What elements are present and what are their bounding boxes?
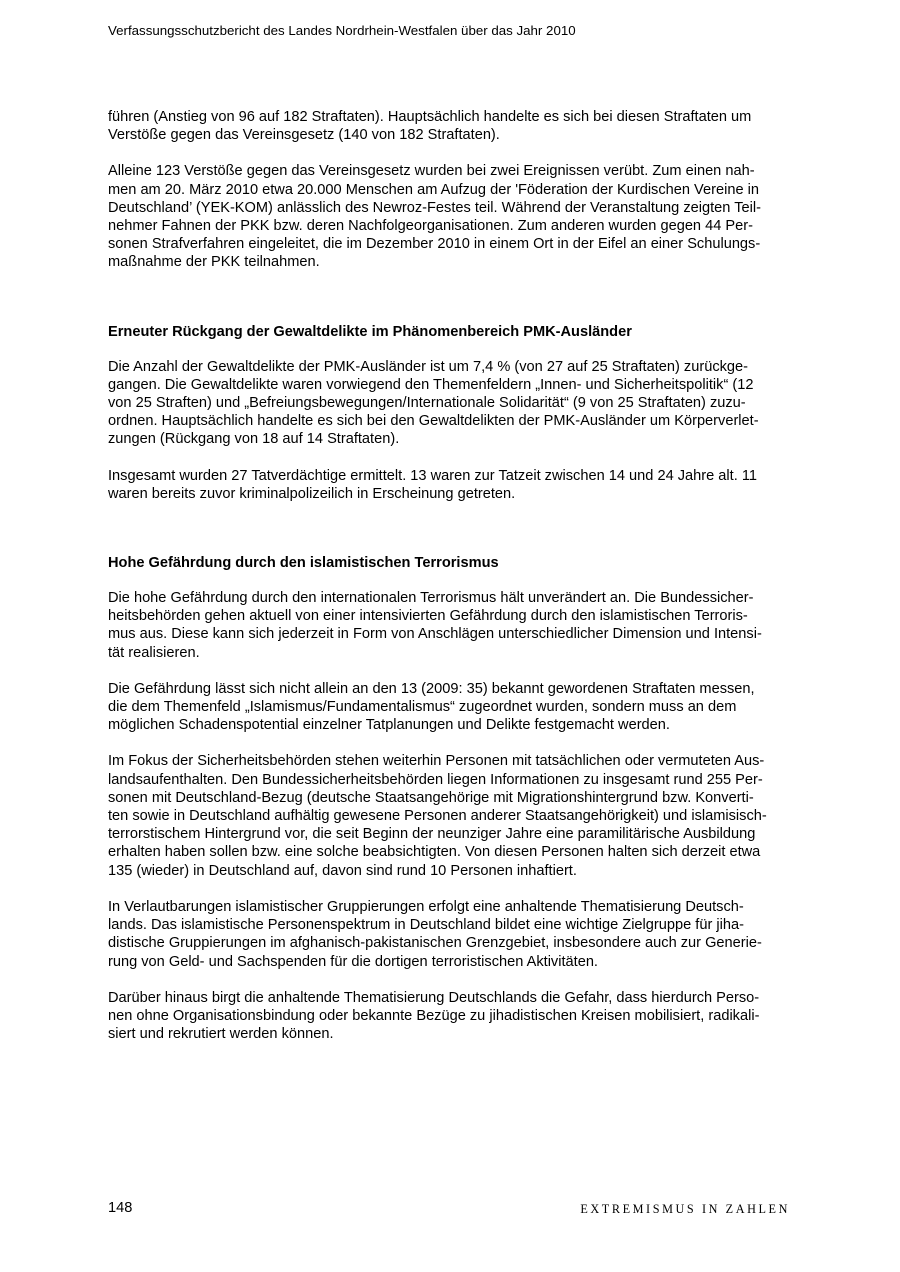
text-line: men am 20. März 2010 etwa 20.000 Menschen am Aufzug der 'Föderation der Kurdischen Vereine in [108,181,759,198]
text-line: maßnahme der PKK teilnahmen. [108,254,320,271]
text-line: ordnen. Hauptsächlich handelte es sich bei den Gewaltdelikten der PMK-Ausländer um Körperverlet- [108,413,759,430]
footer-section-label: EXTREMISMUS IN ZAHLEN [580,1202,790,1216]
text-line: Die hohe Gefährdung durch den internationalen Terrorismus hält unverändert an. Die Bundessicher- [108,590,754,607]
text-line: 135 (wieder) in Deutschland auf, davon sind rund 10 Personen inhaftiert. [108,862,577,879]
text-line: Insgesamt wurden 27 Tatverdächtige ermittelt. 13 waren zur Tatzeit zwischen 14 und 24 Jahre alt. 11 [108,467,757,484]
text-line: distische Gruppierungen im afghanisch-pakistanischen Grenzgebiet, insbesondere auch zur Generie- [108,935,762,952]
text-line: Im Fokus der Sicherheitsbehörden stehen weiterhin Personen mit tatsächlichen oder vermuteten Aus- [108,753,765,770]
text-line: führen (Anstieg von 96 auf 182 Straftaten). Hauptsächlich handelte es sich bei diesen Straftaten um [108,109,752,125]
page-number: 148 [108,1200,133,1216]
paragraph-suspects [108,467,792,503]
section-heading-violent-offences: Erneuter Rückgang der Gewaltdelikte im Phänomenbereich PMK-Ausländer [108,323,632,340]
paragraph-radicalisation-risk [108,989,792,1044]
running-header: Verfassungsschutzbericht des Landes Nordrhein-Westfalen über das Jahr 2010 [108,23,576,38]
text-line: Darüber hinaus birgt die anhaltende Thematisierung Deutschlands die Gefahr, dass hierdurch Perso- [108,989,760,1006]
text-line: nen ohne Organisationsbindung oder bekannte Bezüge zu jihadistischen Kreisen mobilisiert, radikali- [108,1007,760,1024]
text-line: waren bereits zuvor kriminalpolizeilich in Erscheinung getreten. [108,485,516,502]
text-line: zungen (Rückgang von 18 auf 14 Straftaten). [108,431,400,448]
text-line: sonen mit Deutschland-Bezug (deutsche Staatsangehörige mit Migrationshintergrund bzw. Konverti- [108,789,754,806]
paragraph-offence-increase [108,108,792,144]
text-line: möglichen Schadenspotential einzelner Tatplanungen und Delikte festgemacht werden. [108,717,670,734]
text-line: Deutschland’ (YEK-KOM) anlässlich des Newroz-Festes teil. Während der Veranstaltung zeigten Teil- [108,199,761,216]
text-line: gangen. Die Gewaltdelikte waren vorwiegend den Themenfeldern „Innen- und Sicherheitspolitik“ (12 [108,376,754,393]
paragraph-persons-of-interest [108,752,792,879]
text-line: rung von Geld- und Sachspenden für die dortigen terroristischen Aktivitäten. [108,953,598,970]
paragraph-association-law-events [108,162,792,271]
text-line: In Verlautbarungen islamistischer Gruppierungen erfolgt eine anhaltende Thematisierung Deutsch- [108,898,744,915]
text-line: die dem Themenfeld „Islamismus/Fundamentalismus“ zugeordnet wurden, sondern muss an dem [108,699,737,716]
section-heading-islamist-terrorism: Hohe Gefährdung durch den islamistischen Terrorismus [108,555,499,572]
text-line: landsaufenthalten. Den Bundessicherheitsbehörden liegen Informationen zu insgesamt rund 255 Per- [108,771,763,788]
text-line: ten sowie in Deutschland aufhältig gewesene Personen anderer Staatsangehörigkeit) und islamisisch- [108,808,767,825]
page-body [108,108,792,1043]
text-line: mus aus. Diese kann sich jederzeit in Form von Anschlägen unterschiedlicher Dimension und Intensi- [108,626,762,643]
text-line: von 25 Straften) und „Befreiungsbewegungen/Internationale Solidarität“ (9 von 25 Straftaten) zuzu- [108,395,746,412]
text-line: Alleine 123 Verstöße gegen das Vereinsgesetz wurden bei zwei Ereignissen verübt. Zum einen nah- [108,163,755,180]
paragraph-islamist-propaganda [108,898,792,971]
text-line: Verstöße gegen das Vereinsgesetz (140 von 182 Straftaten). [108,127,500,144]
text-line: nehmer Fahnen der PKK bzw. deren Nachfolgeorganisationen. Zum anderen wurden gegen 44 Per- [108,218,753,235]
text-line: tät realisieren. [108,644,200,661]
text-line: Die Anzahl der Gewaltdelikte der PMK-Ausländer ist um 7,4 % (von 27 auf 25 Straftaten) zurückge- [108,358,749,375]
text-line: siert und rekrutiert werden können. [108,1026,334,1043]
text-line: heitsbehörden gehen aktuell von einer intensivierten Gefährdung durch den islamistischen Terroris- [108,608,748,625]
paragraph-threat-level [108,589,792,662]
text-line: sonen Strafverfahren eingeleitet, die im Dezember 2010 in einem Ort in der Eifel an einer Schulungs- [108,236,761,253]
text-line: Die Gefährdung lässt sich nicht allein an den 13 (2009: 35) bekannt gewordenen Straftaten messen, [108,680,755,697]
text-line: erhalten haben sollen bzw. eine solche beabsichtigten. Von diesen Personen halten sich derzeit etwa [108,844,761,861]
text-line: terrorstischem Hintergrund vor, die seit Beginn der neunziger Jahre eine paramilitärische Ausbildung [108,826,756,843]
text-line: lands. Das islamistische Personenspektrum in Deutschland bildet eine wichtige Zielgruppe für jiha- [108,917,744,934]
paragraph-violent-offences [108,358,792,449]
paragraph-threat-measurement [108,680,792,735]
